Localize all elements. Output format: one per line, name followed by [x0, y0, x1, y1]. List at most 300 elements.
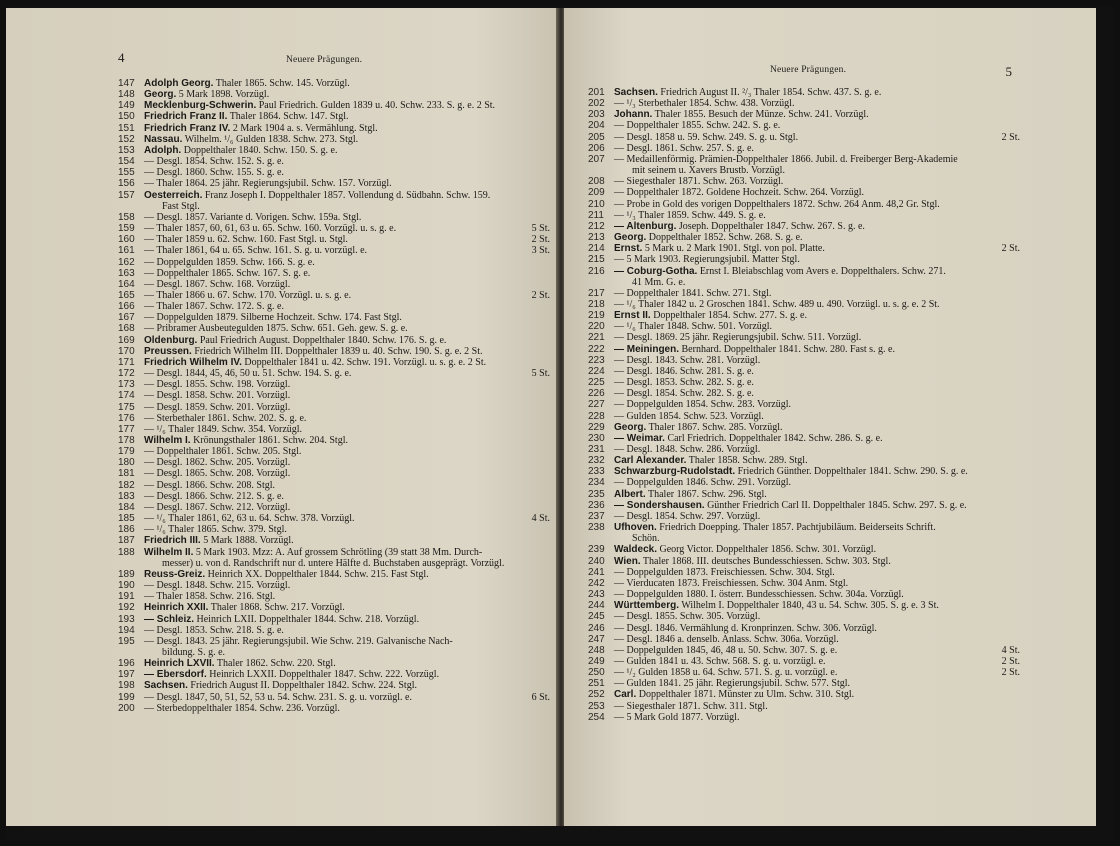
entry-description: Thaler 1867. Schw. 285. Vorzügl.	[648, 421, 783, 433]
entry-description: Paul Friedrich August. Doppelthaler 1840. Schw. 176. S. g. e.	[199, 334, 447, 346]
entry-number: 245	[588, 611, 605, 623]
catalog-entry	[588, 689, 1020, 700]
catalog-entry	[588, 611, 1020, 622]
catalog-entry	[588, 221, 1020, 232]
entry-number: 172	[118, 368, 135, 380]
entry-description: Joseph. Doppelthaler 1847. Schw. 267. S. g. e.	[678, 220, 865, 232]
catalog-entry	[118, 468, 550, 479]
entry-description: — Desgl. 1857. Variante d. Vorigen. Schw. 159a. Stgl.	[144, 211, 362, 223]
entry-description: — Desgl. 1858 u. 59. Schw. 249. S. g. u. Stgl.	[614, 131, 799, 143]
catalog-entry	[118, 547, 550, 569]
catalog-entry	[118, 89, 550, 100]
entry-description: — Thaler 1866 u. 67. Schw. 170. Vorzügl. u. s. g. e.	[144, 289, 352, 301]
catalog-entry	[118, 413, 550, 424]
entry-description: 5 Mark u. 2 Mark 1901. Stgl. von pol. Platte.	[644, 243, 825, 255]
entry-ruler: Wien.	[614, 555, 641, 567]
entry-number: 207	[588, 153, 605, 165]
entry-number: 235	[588, 488, 605, 500]
entry-count: 2 St.	[1001, 655, 1020, 667]
entry-description: Friedrich Wilhelm III. Doppelthaler 1839 u. 40. Schw. 190. S. g. e. 2 St.	[194, 345, 483, 357]
catalog-entry	[118, 145, 550, 156]
catalog-entry	[118, 625, 550, 636]
entry-description: Heinrich LXII. Doppelthaler 1844. Schw. 218. Vorzügl.	[196, 613, 420, 625]
entry-number: 194	[118, 624, 135, 636]
catalog-entry	[588, 466, 1020, 477]
entry-ruler: Friedrich Wilhelm IV.	[144, 356, 242, 368]
catalog-entry	[588, 199, 1020, 210]
entry-description: — Desgl. 1866. Schw. 208. Stgl.	[144, 479, 276, 491]
entry-description: Doppelthaler 1852. Schw. 268. S. g. e.	[648, 232, 803, 244]
running-header: Neuere Prägungen.	[770, 65, 847, 75]
catalog-entry	[118, 457, 550, 468]
entry-number: 229	[588, 421, 605, 433]
entry-description: — Desgl. 1854. Schw. 282. S. g. e.	[614, 388, 754, 400]
entry-description: — Doppelgulden 1873. Freischiessen. Schw. 304. Stgl.	[614, 566, 835, 578]
entry-number: 218	[588, 298, 605, 310]
entry-number: 206	[588, 142, 605, 154]
entry-continuation: 41 Mm. G. e.	[632, 276, 686, 288]
entry-number: 204	[588, 120, 605, 132]
entry-number: 247	[588, 633, 605, 645]
catalog-entry	[588, 656, 1020, 667]
catalog-entry	[118, 178, 550, 189]
entry-ruler: Wilhelm II.	[144, 546, 194, 558]
entry-ruler: Reuss-Greiz.	[144, 568, 206, 580]
entry-ruler: Adolph.	[144, 144, 182, 156]
catalog-entry	[588, 98, 1020, 109]
entry-number: 175	[118, 401, 135, 413]
entry-ruler: Ernst II.	[614, 310, 651, 322]
entry-number: 152	[118, 133, 135, 145]
entry-description: — Doppelthaler 1841. Schw. 271. Stgl.	[614, 287, 772, 299]
entry-description: — Thaler 1864. 25 jähr. Regierungsjubil. Schw. 157. Vorzügl.	[144, 178, 392, 190]
catalog-entry	[118, 524, 550, 535]
catalog-entry	[118, 123, 550, 134]
entry-number: 156	[118, 178, 135, 190]
entry-description: — Doppelgulden 1845, 46, 48 u. 50. Schw. 307. S. g. e.	[614, 644, 838, 656]
entry-description: Franz Joseph I. Doppelthaler 1857. Vollendung d. Südbahn. Schw. 159.	[204, 189, 491, 201]
catalog-entry	[118, 602, 550, 613]
entry-number: 153	[118, 144, 135, 156]
entry-number: 189	[118, 568, 135, 580]
entry-ruler: — Meiningen.	[614, 343, 679, 355]
entry-description: Paul Friedrich. Gulden 1839 u. 40. Schw. 233. S. g. e. 2 St.	[258, 100, 496, 112]
entry-number: 242	[588, 577, 605, 589]
entry-description: Doppelthaler 1840. Schw. 150. S. g. e.	[183, 144, 338, 156]
entry-description: — Probe in Gold des vorigen Doppelthalers 1872. Schw. 264 Anm. 48,2 Gr. Stgl.	[614, 198, 940, 210]
page-number: 4	[118, 50, 125, 65]
entry-number: 221	[588, 332, 605, 344]
entry-description: — Desgl. 1853. Schw. 218. S. g. e.	[144, 624, 284, 636]
entry-number: 165	[118, 289, 135, 301]
entry-number: 161	[118, 245, 135, 257]
entry-description: — Desgl. 1865. Schw. 208. Vorzügl.	[144, 468, 291, 480]
entry-number: 251	[588, 678, 605, 690]
right-page	[564, 8, 1096, 826]
entry-ruler: — Sondershausen.	[614, 499, 705, 511]
entry-number: 179	[118, 446, 135, 458]
catalog-entry	[118, 390, 550, 401]
entry-description: — Sterbethaler 1861. Schw. 202. S. g. e.	[144, 412, 307, 424]
entry-description: — Desgl. 1867. Schw. 168. Vorzügl.	[144, 278, 291, 290]
catalog-entry	[588, 366, 1020, 377]
entry-number: 225	[588, 377, 605, 389]
entry-number: 158	[118, 211, 135, 223]
entry-number: 227	[588, 399, 605, 411]
entry-description: Thaler 1864. Schw. 147. Stgl.	[229, 111, 349, 123]
entry-description: — ¹/₆ Thaler 1861, 62, 63 u. 64. Schw. 378. Vorzügl.	[144, 513, 355, 525]
catalog-entry	[588, 701, 1020, 712]
entry-description: — Thaler 1867. Schw. 172. S. g. e.	[144, 301, 284, 313]
entry-number: 197	[118, 669, 135, 681]
entry-number: 190	[118, 580, 135, 592]
entry-number: 170	[118, 345, 135, 357]
catalog-entry	[118, 346, 550, 357]
entry-number: 209	[588, 187, 605, 199]
entry-description: — Desgl. 1848. Schw. 286. Vorzügl.	[614, 444, 761, 455]
entry-number: 193	[118, 613, 135, 625]
entry-description: — Gulden 1841 u. 43. Schw. 568. S. g. u. vorzügl. e.	[614, 655, 826, 667]
entry-description: — Desgl. 1869. 25 jähr. Regierungsjubil. Schw. 511. Vorzügl.	[614, 332, 862, 344]
entry-description: — Pribramer Ausbeutegulden 1875. Schw. 651. Geh. gew. S. g. e.	[144, 323, 408, 335]
entry-description: Heinrich LXXII. Doppelthaler 1847. Schw. 222. Vorzügl.	[209, 669, 440, 681]
entry-description: — 5 Mark Gold 1877. Vorzügl.	[614, 711, 740, 723]
entry-count: 4 St.	[1001, 644, 1020, 656]
catalog-entry	[118, 580, 550, 591]
entry-ruler: Schwarzburg-Rudolstadt.	[614, 466, 736, 478]
catalog-entry	[588, 377, 1020, 388]
entry-ruler: Sachsen.	[614, 87, 658, 98]
entry-number: 159	[118, 223, 135, 235]
entry-number: 148	[118, 89, 135, 101]
entry-description: — Gulden 1841. 25 jähr. Regierungsjubil. Schw. 577. Stgl.	[614, 678, 851, 690]
catalog-entry	[118, 513, 550, 524]
entry-number: 249	[588, 655, 605, 667]
entry-number: 182	[118, 479, 135, 491]
entry-description: — Doppelthaler 1872. Goldene Hochzeit. Schw. 264. Vorzügl.	[614, 187, 865, 199]
catalog-entry	[588, 143, 1020, 154]
entry-description: — Doppelgulden 1879. Silberne Hochzeit. Schw. 174. Fast Stgl.	[144, 312, 402, 324]
catalog-entry	[118, 368, 550, 379]
entry-number: 241	[588, 566, 605, 578]
entry-number: 223	[588, 354, 605, 366]
entry-description: — Desgl. 1854. Schw. 152. S. g. e.	[144, 156, 284, 168]
entry-number: 220	[588, 321, 605, 333]
entry-continuation: Schön.	[632, 533, 660, 545]
catalog-entry	[118, 636, 550, 658]
entry-number: 199	[118, 691, 135, 703]
entry-count: 4 St.	[531, 513, 550, 525]
entry-description: Wilhelm. ¹/₆ Gulden 1838. Schw. 273. Stgl.	[184, 133, 359, 145]
entry-number: 191	[118, 591, 135, 603]
entry-description: Friedrich August II. Doppelthaler 1842. Schw. 224. Stgl.	[190, 680, 417, 692]
entry-description: — Desgl. 1846. Vermählung d. Kronprinzen. Schw. 306. Vorzügl.	[614, 622, 877, 634]
entry-number: 180	[118, 457, 135, 469]
entry-description: — Desgl. 1854. Schw. 297. Vorzügl.	[614, 510, 761, 522]
catalog-entry	[118, 301, 550, 312]
entry-description: Bernhard. Doppelthaler 1841. Schw. 280. Fast s. g. e.	[681, 343, 895, 355]
catalog-entry	[118, 323, 550, 334]
entry-description: — Desgl. 1847, 50, 51, 52, 53 u. 54. Schw. 231. S. g. u. vorzügl. e.	[144, 691, 412, 703]
entry-number: 151	[118, 122, 135, 134]
entry-description: 5 Mark 1888. Vorzügl.	[203, 535, 294, 547]
entry-number: 198	[118, 680, 135, 692]
entry-continuation: bildung. S. g. e.	[162, 646, 226, 658]
catalog-entry	[588, 589, 1020, 600]
entry-description: Friedrich August II. ²/₃ Thaler 1854. Schw. 437. S. g. e.	[660, 87, 882, 98]
catalog-entry	[588, 623, 1020, 634]
entry-number: 234	[588, 477, 605, 489]
catalog-entry	[118, 692, 550, 703]
entry-number: 176	[118, 412, 135, 424]
entry-number: 244	[588, 600, 605, 612]
catalog-entry	[118, 446, 550, 457]
entry-number: 232	[588, 455, 605, 467]
entry-number: 216	[588, 265, 605, 277]
entry-number: 254	[588, 711, 605, 723]
entry-description: — Doppelgulden 1880. I. österr. Bundesschiessen. Schw. 304a. Vorzügl.	[614, 589, 904, 601]
entry-description: Friedrich Doepping. Thaler 1857. Pachtjubiläum. Beiderseits Schrift.	[659, 522, 936, 534]
catalog-entry	[588, 120, 1020, 131]
entry-number: 171	[118, 356, 135, 368]
entry-number: 154	[118, 156, 135, 168]
catalog-entry	[588, 321, 1020, 332]
catalog-entry	[118, 100, 550, 111]
catalog-entry	[118, 223, 550, 234]
entry-number: 231	[588, 444, 605, 455]
entry-number: 162	[118, 256, 135, 268]
catalog-entry	[118, 335, 550, 346]
entry-description: Krönungsthaler 1861. Schw. 204. Stgl.	[193, 435, 348, 446]
entry-ruler: — Ebersdorf.	[144, 669, 207, 681]
entry-number: 160	[118, 234, 135, 246]
entry-number: 168	[118, 323, 135, 335]
entry-description: — Thaler 1859 u. 62. Schw. 160. Fast Stgl. u. Stgl.	[144, 234, 348, 246]
catalog-entry	[588, 344, 1020, 355]
catalog-entry	[588, 634, 1020, 645]
entry-number: 253	[588, 700, 605, 712]
entry-number: 217	[588, 287, 605, 299]
entry-description: — Gulden 1854. Schw. 523. Vorzügl.	[614, 410, 764, 422]
catalog-entry	[588, 477, 1020, 488]
catalog-entry	[118, 402, 550, 413]
entry-number: 166	[118, 301, 135, 313]
entry-number: 167	[118, 312, 135, 324]
entry-description: — Desgl. 1843. Schw. 281. Vorzügl.	[614, 354, 761, 366]
entry-description: — ¹/₆ Thaler 1865. Schw. 379. Stgl.	[144, 524, 287, 536]
catalog-entry	[118, 680, 550, 691]
entry-description: — Sterbedoppelthaler 1854. Schw. 236. Vorzügl.	[144, 702, 340, 714]
entry-continuation: mit seinem u. Xavers Brustb. Vorzügl.	[632, 165, 785, 177]
entry-ruler: Carl.	[614, 689, 637, 701]
catalog-entry	[118, 535, 550, 546]
entry-ruler: Friedrich Franz II.	[144, 111, 228, 123]
entry-ruler: Nassau.	[144, 133, 183, 145]
entry-number: 200	[118, 702, 135, 714]
entry-ruler: Ernst.	[614, 243, 643, 255]
entry-description: — Doppelthaler 1861. Schw. 205. Stgl.	[144, 446, 302, 458]
entry-description: — Desgl. 1853. Schw. 282. S. g. e.	[614, 377, 754, 389]
catalog-entry	[588, 132, 1020, 143]
entry-list	[588, 87, 1020, 723]
catalog-entry	[588, 678, 1020, 689]
entry-number: 203	[588, 109, 605, 121]
catalog-entry	[118, 658, 550, 669]
entry-number: 240	[588, 555, 605, 567]
catalog-entry	[588, 187, 1020, 198]
entry-number: 195	[118, 635, 135, 647]
entry-description: — Doppelgulden 1859. Schw. 166. S. g. e.	[144, 256, 315, 268]
catalog-entry	[588, 243, 1020, 254]
entry-number: 169	[118, 334, 135, 346]
entry-description: 2 Mark 1904 a. s. Vermählung. Stgl.	[232, 122, 378, 134]
entry-description: Thaler 1858. Schw. 289. Stgl.	[688, 455, 808, 467]
entry-description: — ¹/₆ Thaler 1849. Schw. 354. Vorzügl.	[144, 423, 303, 435]
entry-number: 202	[588, 98, 605, 110]
entry-number: 228	[588, 410, 605, 422]
catalog-entry	[588, 332, 1020, 343]
entry-number: 210	[588, 198, 605, 210]
catalog-entry	[118, 167, 550, 178]
entry-ruler: Preussen.	[144, 345, 192, 357]
entry-description: — Desgl. 1846. Schw. 281. S. g. e.	[614, 365, 754, 377]
entry-list	[118, 78, 550, 714]
entry-number: 248	[588, 644, 605, 656]
entry-description: — Desgl. 1859. Schw. 201. Vorzügl.	[144, 401, 291, 413]
catalog-entry	[118, 245, 550, 256]
catalog-entry	[588, 556, 1020, 567]
entry-description: — Desgl. 1861. Schw. 257. S. g. e.	[614, 142, 754, 154]
catalog-entry	[588, 87, 1020, 98]
entry-description: — Thaler 1857, 60, 61, 63 u. 65. Schw. 160. Vorzügl. u. s. g. e.	[144, 223, 397, 235]
entry-description: — Desgl. 1866. Schw. 212. S. g. e.	[144, 490, 284, 502]
catalog-entry	[118, 614, 550, 625]
catalog-entry	[588, 600, 1020, 611]
entry-number: 185	[118, 513, 135, 525]
catalog-entry	[588, 511, 1020, 522]
catalog-entry	[118, 591, 550, 602]
entry-description: — Doppelgulden 1846. Schw. 291. Vorzügl.	[614, 477, 792, 489]
entry-description: — Desgl. 1867. Schw. 212. Vorzügl.	[144, 501, 291, 513]
catalog-entry	[588, 411, 1020, 422]
entry-ruler: Mecklenburg-Schwerin.	[144, 100, 257, 112]
catalog-entry	[588, 176, 1020, 187]
catalog-entry	[588, 154, 1020, 176]
entry-number: 181	[118, 468, 135, 480]
entry-description: Günther Friedrich Carl II. Doppelthaler 1845. Schw. 297. S. g. e.	[707, 499, 967, 511]
entry-number: 178	[118, 435, 135, 446]
entry-description: Heinrich XX. Doppelthaler 1844. Schw. 215. Fast Stgl.	[207, 568, 429, 580]
entry-ruler: Adolph Georg.	[144, 78, 214, 89]
entry-number: 196	[118, 658, 135, 670]
entry-description: Doppelthaler 1854. Schw. 277. S. g. e.	[653, 310, 807, 322]
entry-description: — Desgl. 1843. 25 jähr. Regierungsjubil. Wie Schw. 219. Galvanische Nach-	[144, 635, 453, 647]
entry-number: 155	[118, 167, 135, 179]
entry-continuation: Fast Stgl.	[162, 200, 200, 212]
entry-description: — Thaler 1861, 64 u. 65. Schw. 161. S. g. u. vorzügl. e.	[144, 245, 368, 257]
entry-ruler: Carl Alexander.	[614, 455, 687, 467]
catalog-entry	[118, 491, 550, 502]
entry-description: — 5 Mark 1903. Regierungsjubil. Matter Stgl.	[614, 254, 800, 266]
catalog-entry	[588, 355, 1020, 366]
catalog-entry	[118, 156, 550, 167]
entry-ruler: — Weimar.	[614, 432, 665, 444]
entry-count: 2 St.	[531, 289, 550, 301]
entry-number: 211	[588, 209, 604, 221]
entry-number: 187	[118, 535, 135, 547]
entry-ruler: Waldeck.	[614, 544, 657, 556]
entry-number: 246	[588, 622, 605, 634]
catalog-entry	[588, 712, 1020, 723]
catalog-entry	[118, 234, 550, 245]
entry-description: — Thaler 1858. Schw. 216. Stgl.	[144, 591, 276, 603]
entry-description: — Desgl. 1855. Schw. 305. Vorzügl.	[614, 611, 761, 623]
entry-ruler: Sachsen.	[144, 680, 188, 692]
entry-number: 208	[588, 176, 605, 188]
entry-description: — Doppelgulden 1854. Schw. 283. Vorzügl.	[614, 399, 792, 411]
catalog-entry	[588, 210, 1020, 221]
catalog-entry	[588, 388, 1020, 399]
catalog-entry	[118, 569, 550, 580]
entry-description: Thaler 1862. Schw. 220. Stgl.	[216, 658, 336, 670]
catalog-entry	[118, 190, 550, 212]
entry-number: 252	[588, 689, 605, 701]
catalog-entry	[118, 480, 550, 491]
entry-number: 150	[118, 111, 135, 123]
catalog-entry	[118, 268, 550, 279]
catalog-entry	[118, 257, 550, 268]
entry-number: 230	[588, 432, 605, 444]
entry-description: — Desgl. 1860. Schw. 155. S. g. e.	[144, 167, 284, 179]
catalog-entry	[588, 232, 1020, 243]
catalog-entry	[118, 703, 550, 714]
catalog-entry	[118, 357, 550, 368]
entry-number: 212	[588, 220, 605, 232]
catalog-entry	[588, 266, 1020, 288]
entry-ruler: Wilhelm I.	[144, 435, 191, 446]
entry-description: — ¹/₃ Thaler 1859. Schw. 449. S. g. e.	[614, 209, 766, 221]
entry-description: — Doppelthaler 1865. Schw. 167. S. g. e.	[144, 267, 311, 279]
entry-ruler: Georg.	[614, 421, 647, 433]
entry-ruler: Heinrich LXVII.	[144, 658, 215, 670]
entry-description: 5 Mark 1898. Vorzügl.	[178, 89, 270, 101]
catalog-entry	[118, 424, 550, 435]
entry-ruler: Friedrich Franz IV.	[144, 122, 231, 134]
entry-ruler: Johann.	[614, 109, 653, 121]
entry-ruler: Georg.	[144, 89, 177, 101]
entry-count: 6 St.	[531, 691, 550, 703]
entry-number: 243	[588, 589, 605, 601]
entry-count: 3 St.	[531, 245, 550, 257]
catalog-entry	[588, 489, 1020, 500]
entry-number: 149	[118, 100, 135, 112]
entry-number: 192	[118, 602, 135, 614]
entry-ruler: Württemberg.	[614, 600, 679, 612]
entry-ruler: Oesterreich.	[144, 189, 203, 201]
catalog-entry	[588, 500, 1020, 511]
entry-number: 250	[588, 667, 605, 679]
entry-number: 239	[588, 544, 605, 556]
page-number: 5	[1005, 64, 1012, 79]
entry-ruler: Heinrich XXII.	[144, 602, 209, 614]
catalog-entry	[588, 109, 1020, 120]
entry-description: — Medaillenförmig. Prämien-Doppelthaler 1866. Jubil. d. Freiberger Berg-Akademie	[614, 153, 958, 165]
entry-description: 5 Mark 1903. Mzz: A. Auf grossem Schrötling (39 statt 38 Mm. Durch-	[195, 546, 483, 558]
entry-description: — ¹/₆ Thaler 1848. Schw. 501. Vorzügl.	[614, 321, 773, 333]
entry-description: Thaler 1868. Schw. 217. Vorzügl.	[210, 602, 345, 614]
catalog-entry	[118, 78, 550, 89]
entry-number: 177	[118, 423, 135, 435]
